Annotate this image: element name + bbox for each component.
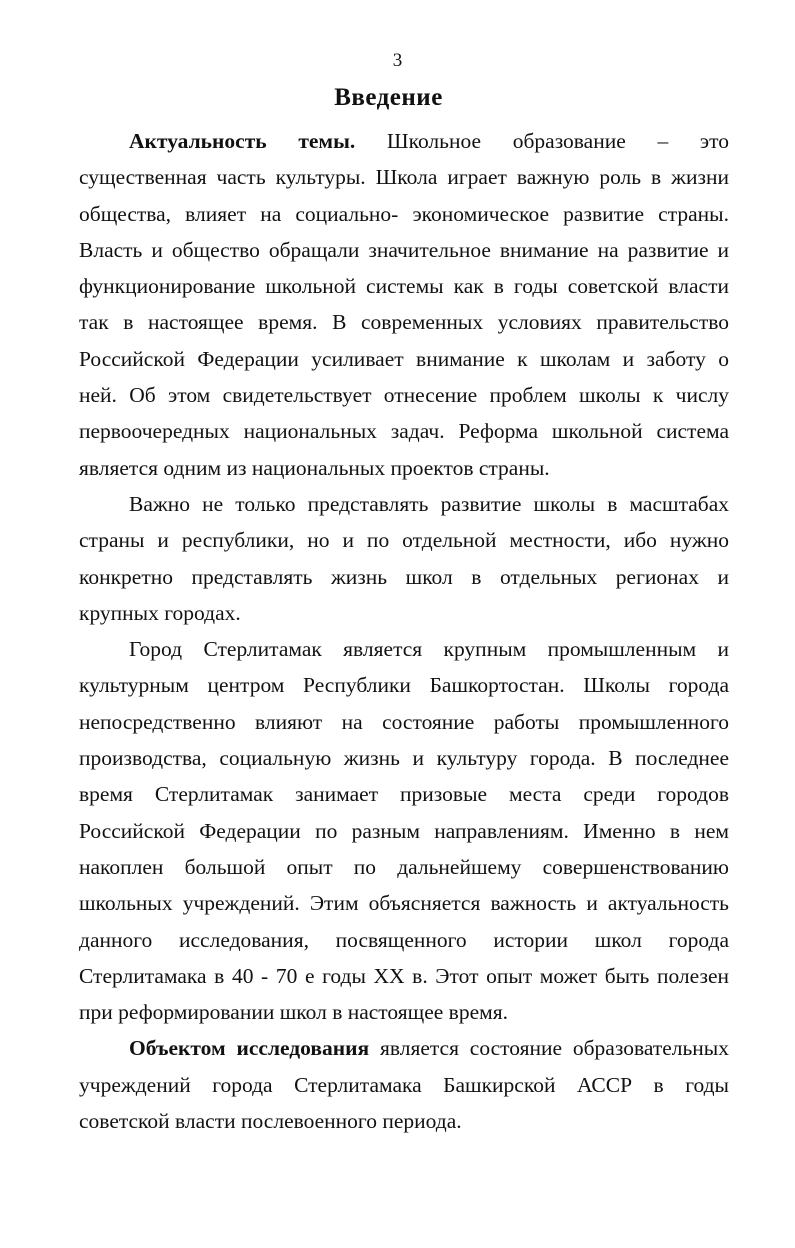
document-body bbox=[79, 123, 729, 1139]
text-line: ней. Об этом свидетельствует отнесение проблем школы к числу bbox=[79, 383, 729, 408]
text-line: время Стерлитамак занимает призовые места среди городов bbox=[79, 782, 729, 807]
text-line: при реформировании школ в настоящее время. bbox=[79, 1000, 508, 1025]
text-line: накоплен большой опыт по дальнейшему совершенствованию bbox=[79, 854, 729, 879]
text-line: функционирование школьной системы как в годы советской власти bbox=[79, 274, 729, 299]
text-line: крупных городах. bbox=[79, 600, 241, 625]
text-line: Важно не только представлять развитие школы в масштабах bbox=[129, 491, 729, 516]
text-line: Объектом исследования является состояние образовательных bbox=[129, 1036, 729, 1061]
text-line: Город Стерлитамак является крупным промышленным и bbox=[129, 637, 729, 662]
text-line: непосредственно влияют на состояние работы промышленного bbox=[79, 709, 729, 734]
bold-lead: Актуальность темы. bbox=[129, 129, 356, 153]
text-line: учреждений города Стерлитамака Башкирской АССР в годы bbox=[79, 1072, 729, 1097]
text-line: является одним из национальных проектов страны. bbox=[79, 455, 550, 480]
text-line: данного исследования, посвященного истории школ города bbox=[79, 927, 729, 952]
text-line: производства, социальную жизнь и культуру города. В последнее bbox=[79, 746, 729, 771]
bold-lead: Объектом исследования bbox=[129, 1036, 370, 1061]
text-line: так в настоящее время. В современных условиях правительство bbox=[79, 310, 729, 335]
text-line: Стерлитамака в 40 - 70 е годы XX в. Этот опыт может быть полезен bbox=[79, 963, 729, 988]
paragraph-object bbox=[79, 1030, 729, 1139]
text-line: культурным центром Республики Башкортостан. Школы города bbox=[79, 673, 729, 698]
section-title: Введение bbox=[334, 84, 443, 111]
text-line: советской власти послевоенного периода. bbox=[79, 1109, 462, 1134]
text-line: страны и республики, но и по отдельной местности, ибо нужно bbox=[79, 528, 729, 553]
paragraph-importance bbox=[79, 486, 729, 631]
paragraph-relevance bbox=[79, 123, 729, 486]
text-line: Российской Федерации по разным направлениям. Именно в нем bbox=[79, 818, 729, 843]
text-line: общества, влияет на социально- экономическое развитие страны. bbox=[79, 201, 729, 226]
text-line: Власть и общество обращали значительное внимание на развитие и bbox=[79, 237, 729, 262]
text-line: первоочередных национальных задач. Реформа школьной система bbox=[79, 419, 729, 444]
text-line: Российской Федерации усиливает внимание к школам и заботу о bbox=[79, 346, 729, 371]
text-line: Актуальность темы. Школьное образование – это bbox=[129, 129, 729, 153]
text-line: конкретно представлять жизнь школ в отдельных регионах и bbox=[79, 564, 729, 589]
page-number: 3 bbox=[392, 50, 403, 71]
paragraph-sterlitamak bbox=[79, 631, 729, 1030]
text-line: школьных учреждений. Этим объясняется важность и актуальность bbox=[79, 891, 729, 916]
text-line: существенная часть культуры. Школа играет важную роль в жизни bbox=[79, 165, 729, 190]
